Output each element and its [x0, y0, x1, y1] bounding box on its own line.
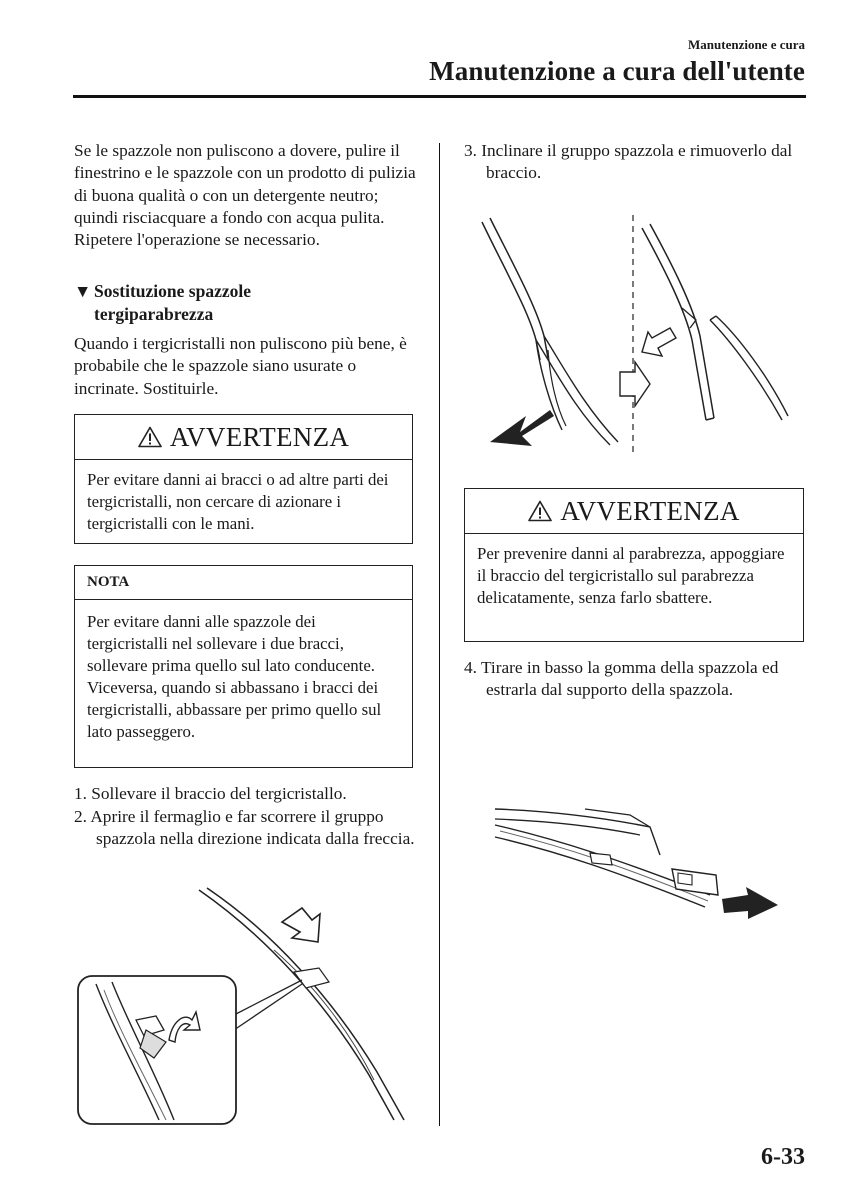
warning-box-2	[464, 488, 804, 642]
clip-release-illustration	[74, 880, 424, 1130]
next-arrow-icon	[620, 362, 650, 406]
step-3: 3. Inclinare il gruppo spazzola e rimuoverlo dal braccio.	[464, 141, 793, 183]
warning-box	[74, 414, 413, 544]
step-4: 4. Tirare in basso la gomma della spazzola ed estrarla dal supporto della spazzola.	[464, 658, 779, 700]
warning-title: AVVERTENZA	[169, 421, 350, 452]
page-title: Manutenzione a cura dell'utente	[429, 56, 805, 86]
section-label: Manutenzione e cura	[688, 37, 805, 52]
rubber-removal-illustration	[490, 795, 790, 935]
subsection-paragraph: Quando i tergicristalli non puliscono più bene, è probabile che le spazzole siano usurate o incrinate. Sostituirle.	[74, 334, 407, 398]
step-1: 1. Sollevare il braccio del tergicristallo.	[74, 784, 347, 803]
header-rule	[73, 95, 806, 98]
warning-text-2: Per prevenire danni al parabrezza, appoggiare il braccio del tergicristallo sul parabrezza delicatamente, senza farlo sbattere.	[477, 544, 785, 607]
warning-text: Per evitare danni ai bracci o ad altre parti dei tergicristalli, non cercare di azionare i tergicristalli con le mani.	[87, 470, 389, 533]
warning-title-2: AVVERTENZA	[560, 495, 740, 526]
remove-arrow-icon	[642, 328, 676, 356]
pull-arrow-icon	[722, 887, 778, 919]
tilt-arrow-icon	[490, 410, 554, 446]
step-2: 2. Aprire il fermaglio e far scorrere il gruppo spazzola nella direzione indicata dalla freccia.	[74, 807, 415, 849]
warning-header-2	[465, 489, 803, 534]
note-text: Per evitare danni alle spazzole dei tergicristalli nel sollevare i due bracci, sollevare prima quello sul lato conducente. Viceversa, quando si abbassano i bracci dei tergicristalli, abbassare per primo quello sul lato passeggero.	[87, 612, 382, 741]
warning-header	[75, 415, 412, 460]
note-box	[74, 565, 413, 768]
note-title: NOTA	[75, 566, 412, 600]
warning-triangle-icon	[528, 500, 552, 522]
intro-paragraph: Se le spazzole non puliscono a dovere, pulire il finestrino e le spazzole con un prodotto di pulizia di buona qualità o con un detergente neutro; quindi risciacquare a fondo con acqua pulita. Ripetere l'operazione se necessario.	[74, 141, 416, 250]
subsection-heading-line2: tergiparabrezza	[94, 304, 214, 324]
slide-arrow-icon	[282, 908, 320, 942]
warning-triangle-icon	[138, 426, 162, 448]
column-divider	[439, 143, 440, 1126]
page-number: 6-33	[761, 1144, 805, 1170]
subsection-heading-line1: Sostituzione spazzole	[94, 281, 252, 301]
triangle-bullet-icon: ▼	[74, 281, 92, 301]
blade-removal-illustration	[470, 210, 800, 460]
subsection-heading	[74, 280, 419, 326]
